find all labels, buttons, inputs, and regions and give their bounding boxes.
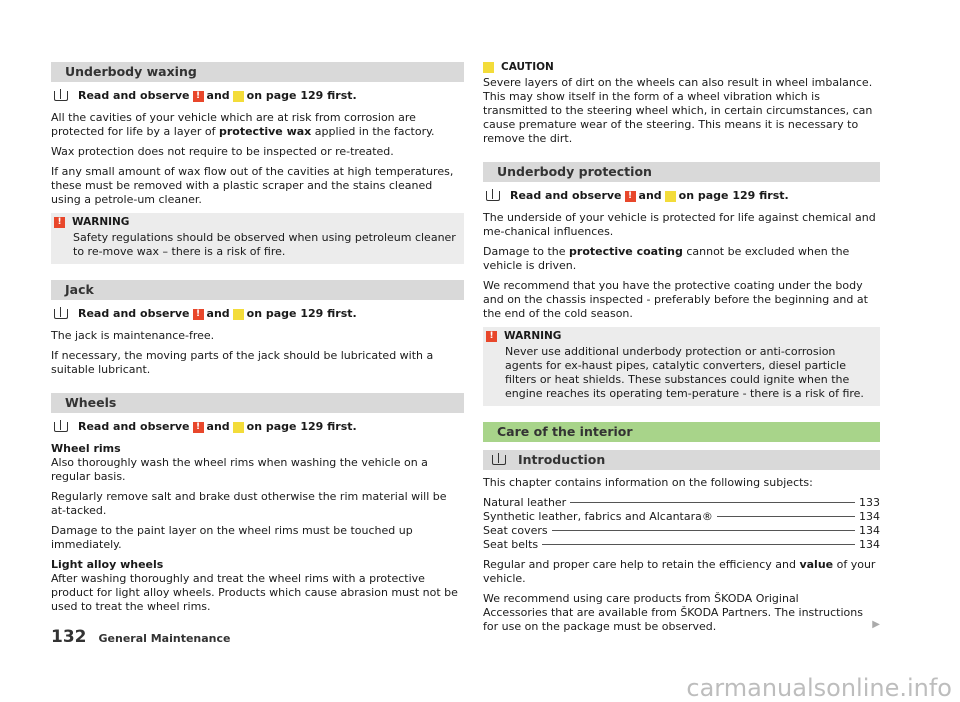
paragraph: Regular and proper care help to retain the efficiency and value of your vehicle. bbox=[483, 558, 876, 585]
caution-icon bbox=[233, 91, 244, 102]
warning-box: ! WARNING Never use additional underbody protection or anti-corrosion agents for ex-haust pipes, catalytic converters, diesel particle filters or heat shields. These substances could ignite when the engine reaches its operating tem-perature - there is a risk of fire. bbox=[483, 327, 880, 406]
paragraph: Wax protection does not require to be inspected or re-treated. bbox=[51, 145, 394, 158]
paragraph: The jack is maintenance-free. bbox=[51, 329, 215, 342]
warning-icon: ! bbox=[193, 422, 204, 433]
paragraph: Regularly remove salt and brake dust otherwise the rim material will be at-tacked. bbox=[51, 490, 447, 517]
paragraph: We recommend using care products from ŠKODA Original Accessories that are available from ŠKODA Partners. The instructions for use on the package must be observed. bbox=[483, 592, 863, 633]
left-column bbox=[51, 62, 464, 620]
caution-icon bbox=[483, 62, 494, 73]
reference-line: Read and observe ! and on page 129 first. bbox=[51, 89, 464, 103]
warning-icon: ! bbox=[193, 309, 204, 320]
paragraph: This chapter contains information on the following subjects: bbox=[483, 476, 813, 489]
book-icon bbox=[492, 455, 506, 465]
paragraph: Damage to the protective coating cannot be excluded when the vehicle is driven. bbox=[483, 245, 850, 272]
paragraph: If any small amount of wax flow out of the cavities at high temperatures, these must be removed with a plastic scraper and the stains cleaned using a petrole-um cleaner. bbox=[51, 165, 454, 206]
continue-arrow-icon: ▶ bbox=[872, 619, 880, 630]
reference-line: Read and observe ! and on page 129 first. bbox=[51, 420, 464, 434]
book-icon bbox=[486, 191, 500, 201]
toc-item[interactable]: Synthetic leather, fabrics and Alcantara® 134 bbox=[483, 510, 880, 523]
caution-icon bbox=[233, 422, 244, 433]
caution-icon bbox=[665, 191, 676, 202]
warning-box: ! WARNING Safety regulations should be observed when using petroleum cleaner to re-move wax – there is a risk of fire. bbox=[51, 213, 464, 264]
section-title-jack: Jack bbox=[51, 280, 464, 300]
paragraph: Also thoroughly wash the wheel rims when washing the vehicle on a regular basis. bbox=[51, 456, 428, 483]
book-icon bbox=[54, 422, 68, 432]
warning-icon: ! bbox=[625, 191, 636, 202]
paragraph: We recommend that you have the protective coating under the body and on the chassis inspected - preferably before the beginning and at the end of the cold season. bbox=[483, 279, 868, 320]
book-icon bbox=[54, 91, 68, 101]
subheading-light-alloy-wheels: Light alloy wheels bbox=[51, 558, 164, 571]
reference-line: Read and observe ! and on page 129 first. bbox=[51, 307, 464, 321]
page-number: 132 bbox=[51, 627, 87, 647]
toc-item[interactable]: Seat covers 134 bbox=[483, 524, 880, 537]
chapter-title-care-of-interior: Care of the interior bbox=[483, 422, 880, 442]
section-title-underbody-protection: Underbody protection bbox=[483, 162, 880, 182]
paragraph: Damage to the paint layer on the wheel rims must be touched up immediately. bbox=[51, 524, 413, 551]
page-footer bbox=[51, 627, 230, 647]
caution-icon bbox=[233, 309, 244, 320]
paragraph: After washing thoroughly and treat the wheel rims with a protective product for light alloy wheels. Products which cause abrasion must not be used to treat the wheel rims. bbox=[51, 572, 458, 613]
section-title-underbody-waxing: Underbody waxing bbox=[51, 62, 464, 82]
right-column bbox=[483, 60, 880, 640]
paragraph: The underside of your vehicle is protected for life against chemical and me-chanical influences. bbox=[483, 211, 876, 238]
toc-item[interactable]: Natural leather 133 bbox=[483, 496, 880, 509]
table-of-contents bbox=[483, 496, 880, 552]
section-title-wheels: Wheels bbox=[51, 393, 464, 413]
reference-line: Read and observe ! and on page 129 first. bbox=[483, 189, 880, 203]
warning-icon: ! bbox=[193, 91, 204, 102]
paragraph: All the cavities of your vehicle which are at risk from corrosion are protected for life by a layer of protective wax applied in the factory. bbox=[51, 111, 435, 138]
watermark: carmanualsonline.info bbox=[686, 674, 952, 702]
book-icon bbox=[54, 309, 68, 319]
warning-icon: ! bbox=[486, 331, 497, 342]
caution-text: Severe layers of dirt on the wheels can also result in wheel imbalance. This may show itself in the form of a wheel vibration which is transmitted to the steering wheel which, in certain circumstances, can cause premature wear of the steering. This means it is necessary to remove the dirt. bbox=[483, 76, 873, 145]
toc-item[interactable]: Seat belts 134 bbox=[483, 538, 880, 551]
warning-icon: ! bbox=[54, 217, 65, 228]
section-title-introduction: Introduction bbox=[483, 450, 880, 470]
caution-header: CAUTION bbox=[483, 60, 880, 74]
chapter-name: General Maintenance bbox=[98, 632, 231, 645]
paragraph: If necessary, the moving parts of the jack should be lubricated with a suitable lubricant. bbox=[51, 349, 434, 376]
subheading-wheel-rims: Wheel rims bbox=[51, 442, 121, 455]
